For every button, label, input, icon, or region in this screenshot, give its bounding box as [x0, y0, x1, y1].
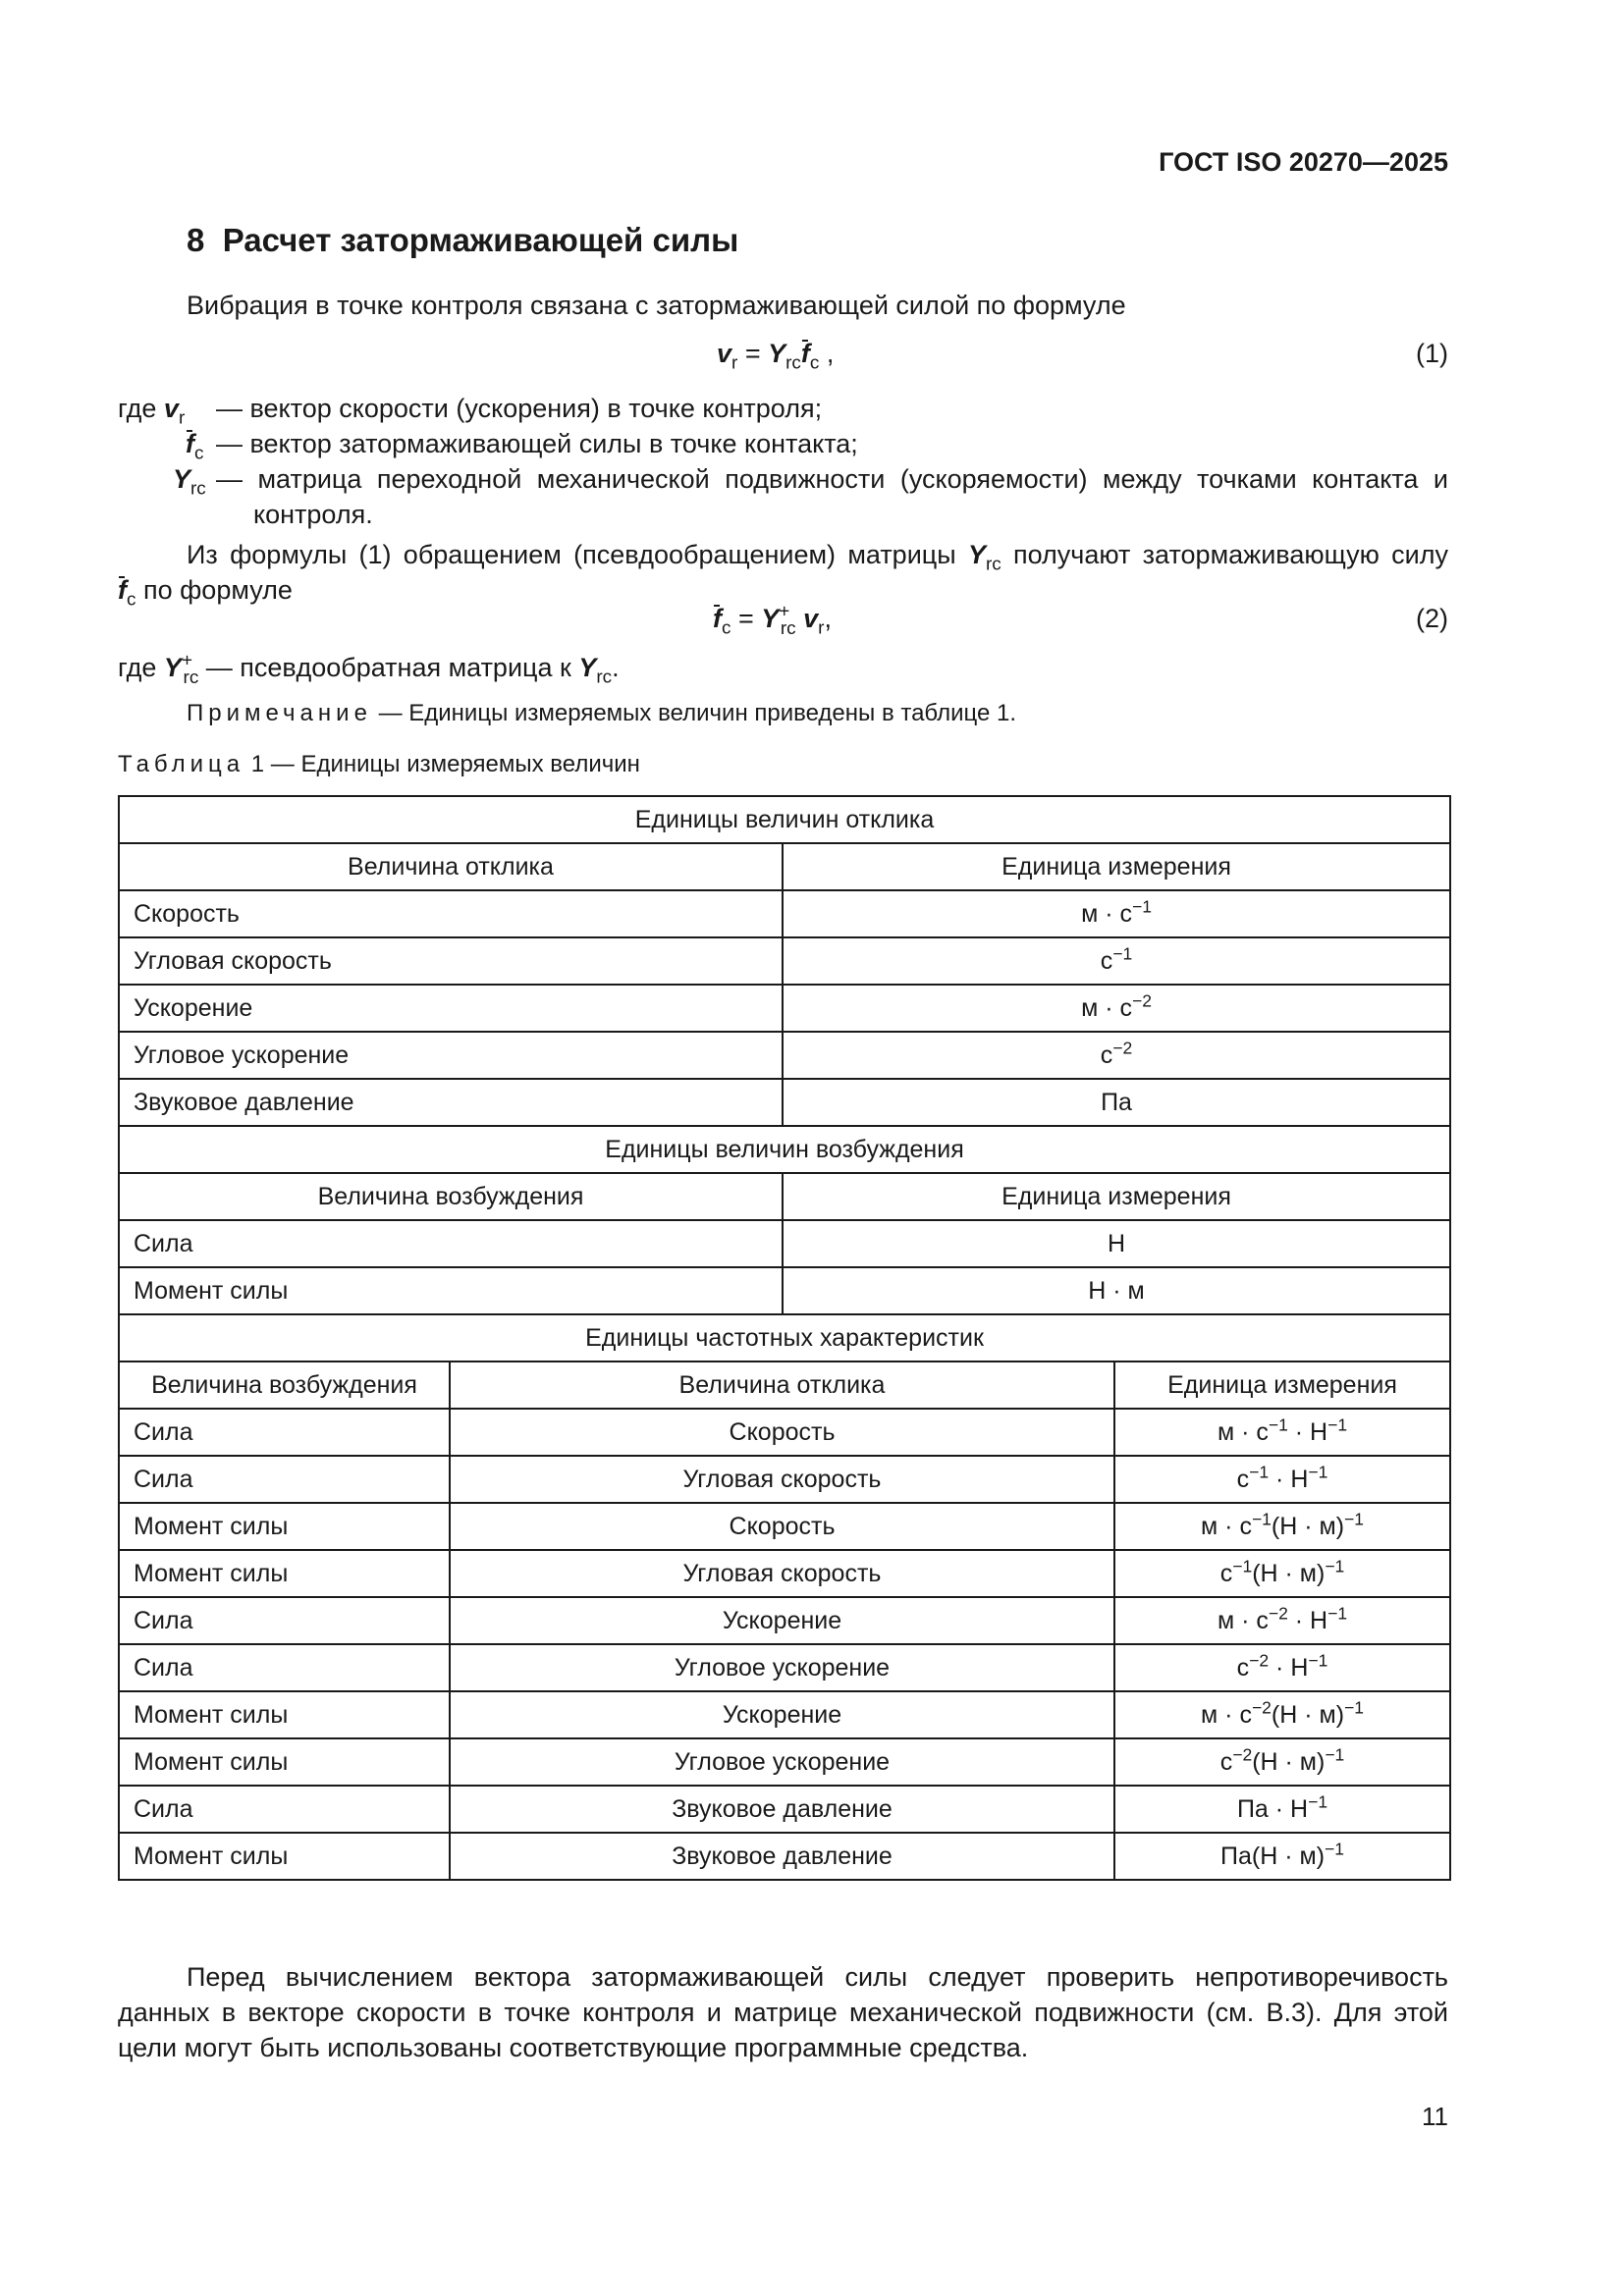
- where-pseudo-inverse: где $Y^+_{rc}$ — псевдообратная матрица к $Y_{rc}$.: [118, 650, 620, 688]
- table-row: Момент силы Угловое ускорение $с^{-2}(Н \cdot м)^{-1}$: [119, 1738, 1450, 1786]
- where-y-description: — матрица переходной механической подвижности (ускоряемости) между точками контакта и: [216, 464, 1448, 494]
- column-header: Единица измерения: [1114, 1362, 1450, 1409]
- page-number: 11: [1422, 2102, 1448, 2131]
- table-section-header: [119, 796, 1450, 843]
- section-heading: [187, 222, 738, 259]
- table-note: Примечание — Единицы измеряемых величин приведены в таблице 1.: [187, 700, 1017, 726]
- pseudo-inverse-paragraph-cont: $f_c$ по формуле: [118, 572, 293, 608]
- table-row: Угловое ускорение $с^{-2}$: [119, 1032, 1450, 1079]
- table-row: Сила Скорость $м \cdot с^{-1} \cdot Н^{-1}$: [119, 1409, 1450, 1456]
- formula-1-number: (1): [1416, 339, 1448, 368]
- section-number: 8: [187, 222, 205, 258]
- column-header: Величина отклика: [450, 1362, 1114, 1409]
- table-row: Момент силы Звуковое давление $Па(Н \cdot м)^{-1}$: [119, 1833, 1450, 1880]
- table-row: Звуковое давление Па: [119, 1079, 1450, 1126]
- where-f-description: — вектор затормаживающей силы в точке контакта;: [216, 429, 858, 458]
- table-row: Сила Угловая скорость $с^{-1} \cdot Н^{-1}$: [119, 1456, 1450, 1503]
- where-y-description-cont: контроля.: [253, 500, 373, 529]
- column-header: Единица измерения: [783, 1173, 1450, 1220]
- table-row: Момент силы Ускорение $м \cdot с^{-2}(Н \cdot м)^{-1}$: [119, 1691, 1450, 1738]
- pseudo-inverse-paragraph: Из формулы (1) обращением (псевдообращением) матрицы $Y_{rc}$ получают затормаживающую силу: [187, 540, 1448, 575]
- where-v-symbol: где $v_r$: [118, 394, 186, 429]
- table-caption: Таблица 1 — Единицы измеряемых величин: [118, 751, 640, 777]
- table-row: Момент силы Угловая скорость $с^{-1}(Н \cdot м)^{-1}$: [119, 1550, 1450, 1597]
- table-section-header: [119, 1126, 1450, 1173]
- table-row: Сила Угловое ускорение $с^{-2} \cdot Н^{-1}$: [119, 1644, 1450, 1691]
- table-section-header: [119, 1314, 1450, 1362]
- table-row: Угловая скорость $с^{-1}$: [119, 937, 1450, 985]
- closing-paragraph: Перед вычислением вектора затормаживающей силы следует проверить непротиворечивость: [187, 1962, 1448, 1992]
- column-header: Единица измерения: [783, 843, 1450, 890]
- frequency-units-title: Единицы частотных характеристик: [119, 1314, 1450, 1362]
- intro-paragraph: Вибрация в точке контроля связана с затормаживающей силой по формуле: [187, 291, 1126, 320]
- where-v-description: — вектор скорости (ускорения) в точке контроля;: [216, 394, 823, 423]
- units-table: [118, 795, 1451, 1881]
- formula-1: $v_r = Y_{rc}f_c$ ,: [717, 336, 834, 371]
- table-row: Скорость $м \cdot с^{-1}$: [119, 890, 1450, 937]
- column-header: Величина возбуждения: [119, 1362, 450, 1409]
- formula-2-number: (2): [1416, 604, 1448, 633]
- table-row: Ускорение $м \cdot с^{-2}$: [119, 985, 1450, 1032]
- formula-2: $f_c = Y^+_{rc}$ $v_r$,: [713, 601, 832, 639]
- column-header: Величина возбуждения: [119, 1173, 783, 1220]
- where-f-symbol: $f_c$: [186, 426, 203, 461]
- table-row: Сила Н: [119, 1220, 1450, 1267]
- where-y-symbol: $Y_{rc}$: [173, 464, 206, 500]
- response-units-title: Единицы величин отклика: [119, 796, 1450, 843]
- table-header-row: [119, 1173, 1450, 1220]
- closing-paragraph-line-2: данных в векторе скорости в точке контроля и матрице механической подвижности (см. В.3). Для этой: [118, 1998, 1448, 2027]
- table-row: Сила Звуковое давление Па · $Н^{-1}$: [119, 1786, 1450, 1833]
- table-header-row: [119, 843, 1450, 890]
- table-row: Сила Ускорение $м \cdot с^{-2} \cdot Н^{-1}$: [119, 1597, 1450, 1644]
- document-id: ГОСТ ISO 20270—2025: [1159, 147, 1448, 177]
- table-header-row: [119, 1362, 1450, 1409]
- excitation-units-title: Единицы величин возбуждения: [119, 1126, 1450, 1173]
- table-row: Момент силы Н · м: [119, 1267, 1450, 1314]
- column-header: Величина отклика: [119, 843, 783, 890]
- section-title: Расчет затормаживающей силы: [222, 222, 739, 258]
- table-row: Момент силы Скорость $м \cdot с^{-1}(Н \cdot м)^{-1}$: [119, 1503, 1450, 1550]
- closing-paragraph-line-3: цели могут быть использованы соответствующие программные средства.: [118, 2033, 1029, 2062]
